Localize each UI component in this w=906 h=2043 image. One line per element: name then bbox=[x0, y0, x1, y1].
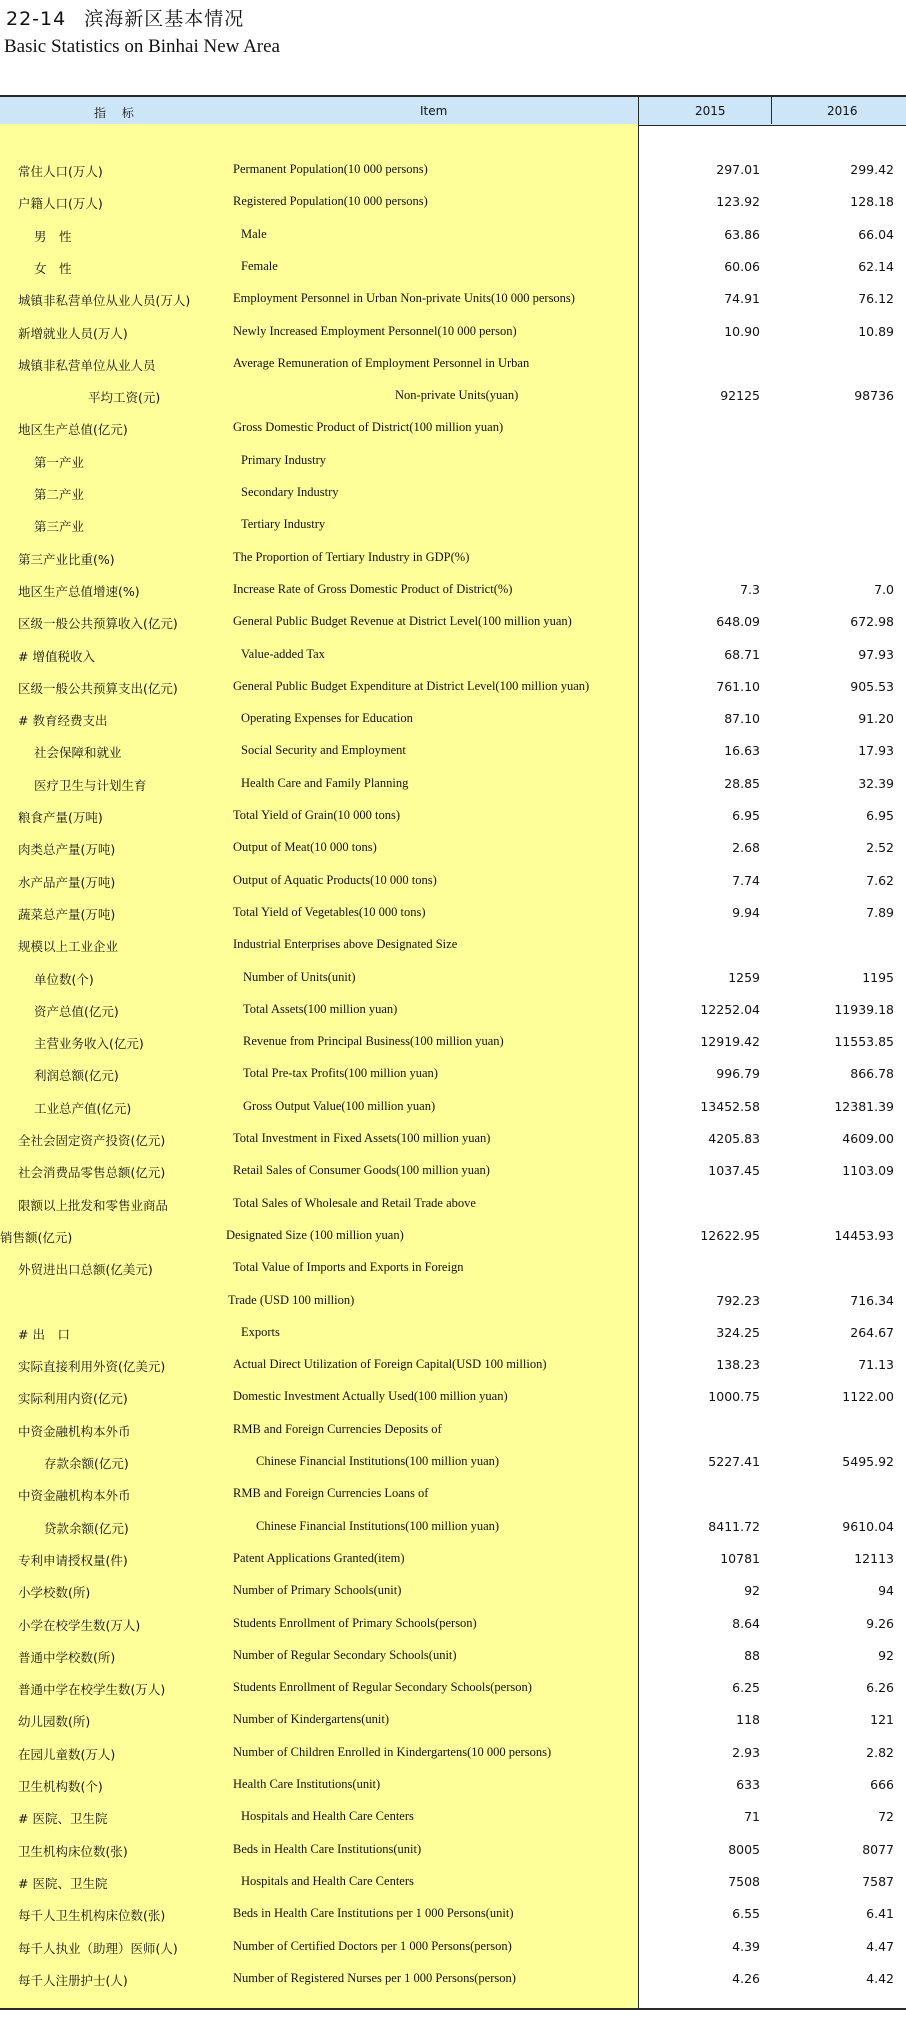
table-row bbox=[0, 1452, 906, 1472]
value-2016: 76.12 bbox=[858, 291, 894, 307]
indicator-en: RMB and Foreign Currencies Loans of bbox=[233, 1486, 429, 1501]
indicator-en: Beds in Health Care Institutions(unit) bbox=[233, 1841, 422, 1856]
indicator-en: Total Pre-tax Profits(100 million yuan) bbox=[243, 1066, 438, 1081]
table-row bbox=[0, 322, 906, 342]
value-2015: 7.74 bbox=[732, 872, 760, 888]
indicator-zh: 在园儿童数(万人) bbox=[18, 1746, 116, 1762]
table-row bbox=[0, 806, 906, 826]
value-2016: 121 bbox=[870, 1712, 894, 1728]
indicator-en: Non-private Units(yuan) bbox=[395, 388, 519, 403]
indicator-en: Total Yield of Grain(10 000 tons) bbox=[233, 808, 401, 822]
table-title-zh bbox=[6, 4, 244, 31]
indicator-zh: 中资金融机构本外币 bbox=[18, 1423, 131, 1439]
value-2015: 28.85 bbox=[724, 775, 760, 791]
table-row bbox=[0, 483, 906, 503]
indicator-zh: 贷款余额(亿元) bbox=[44, 1520, 129, 1536]
value-2016: 7.62 bbox=[866, 872, 894, 888]
indicator-zh: 地区生产总值(亿元) bbox=[18, 422, 128, 438]
indicator-en: Total Sales of Wholesale and Retail Trade above bbox=[233, 1195, 476, 1210]
indicator-en: Newly Increased Employment Personnel(10 000 person) bbox=[233, 323, 517, 338]
value-2015: 2.68 bbox=[732, 840, 760, 856]
table-row bbox=[0, 774, 906, 794]
indicator-zh: 单位数(个) bbox=[34, 971, 94, 987]
indicator-zh: 每千人注册护士(人) bbox=[18, 1972, 128, 1988]
indicator-en: Operating Expenses for Education bbox=[241, 711, 413, 726]
value-2016: 9.26 bbox=[866, 1615, 894, 1631]
value-2016: 71.13 bbox=[858, 1357, 894, 1373]
table-row bbox=[0, 192, 906, 212]
indicator-en: Beds in Health Care Institutions per 1 000 Persons(unit) bbox=[233, 1906, 514, 1921]
value-2015: 6.25 bbox=[732, 1680, 760, 1696]
value-2016: 716.34 bbox=[850, 1292, 894, 1308]
indicator-en: Retail Sales of Consumer Goods(100 million yuan) bbox=[233, 1163, 490, 1178]
value-2016: 92 bbox=[878, 1647, 894, 1663]
indicator-en: General Public Budget Expenditure at District Level(100 million yuan) bbox=[233, 678, 590, 693]
value-2015: 12919.42 bbox=[700, 1034, 760, 1050]
indicator-zh: 第三产业 bbox=[34, 519, 85, 535]
indicator-en: Number of Units(unit) bbox=[243, 969, 356, 984]
indicator-en: Students Enrollment of Regular Secondary Schools(person) bbox=[233, 1680, 532, 1695]
value-2015: 4.26 bbox=[732, 1970, 760, 1986]
table-row bbox=[0, 1517, 906, 1537]
table-row bbox=[0, 354, 906, 374]
value-2015: 1037.45 bbox=[708, 1163, 760, 1179]
table-row bbox=[0, 677, 906, 697]
indicator-zh: 男 性 bbox=[34, 228, 72, 244]
indicator-zh: 新增就业人员(万人) bbox=[18, 325, 128, 341]
indicator-en: Social Security and Employment bbox=[241, 743, 406, 758]
table-row bbox=[0, 1420, 906, 1440]
indicator-en: Health Care Institutions(unit) bbox=[233, 1777, 381, 1791]
indicator-zh: 规模以上工业企业 bbox=[18, 939, 119, 955]
value-2016: 7.0 bbox=[874, 581, 894, 597]
indicator-zh: 医疗卫生与计划生育 bbox=[34, 777, 147, 793]
indicator-zh: 中资金融机构本外币 bbox=[18, 1488, 131, 1504]
value-2016: 17.93 bbox=[858, 743, 894, 759]
table-row bbox=[0, 871, 906, 891]
table-row bbox=[0, 1549, 906, 1569]
value-2015: 123.92 bbox=[716, 194, 760, 210]
indicator-en: Designated Size (100 million yuan) bbox=[226, 1227, 404, 1242]
indicator-zh: 幼儿园数(所) bbox=[18, 1714, 91, 1730]
value-2016: 128.18 bbox=[850, 194, 894, 210]
indicator-en: Revenue from Principal Business(100 million yuan) bbox=[243, 1034, 504, 1049]
value-2015: 1000.75 bbox=[708, 1389, 760, 1405]
indicator-zh: 实际直接利用外资(亿美元) bbox=[18, 1359, 166, 1375]
indicator-zh: 普通中学校数(所) bbox=[18, 1649, 116, 1665]
value-2015: 4205.83 bbox=[708, 1131, 760, 1146]
indicator-en: Number of Kindergartens(unit) bbox=[233, 1712, 389, 1727]
value-2016: 5495.92 bbox=[842, 1454, 894, 1469]
value-2016: 866.78 bbox=[850, 1066, 894, 1082]
value-2016: 4.42 bbox=[866, 1970, 894, 1986]
header-year-2015: 2015 bbox=[695, 104, 726, 118]
indicator-zh: 第三产业比重(%) bbox=[18, 551, 115, 567]
value-2015: 8.64 bbox=[732, 1615, 760, 1631]
table-row bbox=[0, 709, 906, 729]
value-2016: 97.93 bbox=[858, 646, 894, 662]
value-2016: 32.39 bbox=[858, 775, 894, 791]
indicator-en: Number of Registered Nurses per 1 000 Persons(person) bbox=[233, 1970, 516, 1985]
indicator-zh: 城镇非私营单位从业人员(万人) bbox=[18, 293, 191, 309]
indicator-en: General Public Budget Revenue at District Level(100 million yuan) bbox=[233, 614, 572, 629]
value-2015: 13452.58 bbox=[700, 1098, 760, 1114]
value-2015: 63.86 bbox=[724, 226, 760, 242]
value-2016: 10.89 bbox=[858, 323, 894, 339]
value-2016: 1122.00 bbox=[842, 1389, 894, 1405]
value-2015: 74.91 bbox=[724, 291, 760, 307]
table-title-en: Basic Statistics on Binhai New Area bbox=[4, 36, 280, 57]
indicator-zh: 粮食产量(万吨) bbox=[18, 810, 103, 825]
indicator-zh: 资产总值(亿元) bbox=[34, 1003, 119, 1019]
indicator-zh: # 医院、卫生院 bbox=[18, 1811, 108, 1827]
table-row bbox=[0, 1355, 906, 1375]
indicator-zh: 社会保障和就业 bbox=[34, 745, 122, 761]
value-2016: 4609.00 bbox=[842, 1131, 894, 1146]
indicator-en: Number of Primary Schools(unit) bbox=[233, 1583, 402, 1598]
indicator-zh: 常住人口(万人) bbox=[18, 164, 103, 179]
value-2016: 7.89 bbox=[866, 904, 894, 920]
value-2015: 761.10 bbox=[716, 678, 760, 694]
table-row bbox=[0, 1097, 906, 1117]
indicator-zh: # 教育经费支出 bbox=[18, 713, 108, 729]
table-row bbox=[0, 1710, 906, 1730]
value-2016: 11553.85 bbox=[834, 1034, 894, 1050]
table-row bbox=[0, 1000, 906, 1020]
indicator-en: Gross Domestic Product of District(100 million yuan) bbox=[233, 420, 504, 435]
value-2016: 2.82 bbox=[866, 1744, 894, 1760]
value-2016: 299.42 bbox=[850, 162, 894, 177]
value-2015: 792.23 bbox=[716, 1292, 760, 1308]
indicator-zh: 平均工资(元) bbox=[88, 390, 161, 406]
value-2015: 138.23 bbox=[716, 1357, 760, 1373]
value-2015: 12252.04 bbox=[700, 1001, 760, 1017]
value-2015: 8005 bbox=[728, 1841, 760, 1857]
indicator-en: Patent Applications Granted(item) bbox=[233, 1550, 405, 1565]
indicator-en: Hospitals and Health Care Centers bbox=[241, 1873, 414, 1888]
indicator-zh: 小学在校学生数(万人) bbox=[18, 1617, 141, 1633]
value-2016: 6.26 bbox=[866, 1680, 894, 1696]
indicator-en: Number of Regular Secondary Schools(unit) bbox=[233, 1647, 457, 1662]
value-2016: 4.47 bbox=[866, 1938, 894, 1954]
indicator-zh: 专利申请授权量(件) bbox=[18, 1552, 128, 1568]
indicator-zh: 工业总产值(亿元) bbox=[34, 1100, 132, 1116]
table-row bbox=[0, 548, 906, 568]
value-2015: 324.25 bbox=[716, 1324, 760, 1340]
header-divider bbox=[638, 95, 639, 124]
table-row bbox=[0, 225, 906, 245]
indicator-zh: 每千人执业（助理）医师(人) bbox=[18, 1940, 178, 1956]
table-row bbox=[0, 1064, 906, 1084]
indicator-en: Registered Population(10 000 persons) bbox=[233, 194, 428, 209]
value-2016: 11939.18 bbox=[834, 1001, 894, 1017]
table-row bbox=[0, 1775, 906, 1795]
indicator-zh: 小学校数(所) bbox=[18, 1585, 91, 1601]
table-row bbox=[0, 289, 906, 309]
table-title-zh-text: 滨海新区基本情况 bbox=[84, 8, 245, 30]
table-row bbox=[0, 968, 906, 988]
indicator-zh: 区级一般公共预算收入(亿元) bbox=[18, 616, 178, 632]
table-row bbox=[0, 1291, 906, 1311]
value-2016: 12113 bbox=[854, 1550, 894, 1566]
value-2015: 87.10 bbox=[724, 711, 760, 727]
table-row bbox=[0, 1194, 906, 1214]
value-2015: 16.63 bbox=[724, 743, 760, 759]
table-row bbox=[0, 580, 906, 600]
value-2015: 2.93 bbox=[732, 1744, 760, 1760]
header-item: Item bbox=[420, 104, 448, 118]
header-year-2016: 2016 bbox=[827, 104, 858, 118]
value-2016: 666 bbox=[870, 1777, 894, 1792]
value-2016: 2.52 bbox=[866, 840, 894, 856]
value-2016: 264.67 bbox=[850, 1324, 894, 1340]
indicator-en: Hospitals and Health Care Centers bbox=[241, 1809, 414, 1824]
table-row bbox=[0, 160, 906, 180]
value-2016: 62.14 bbox=[858, 258, 894, 274]
table-row bbox=[0, 1743, 906, 1763]
table-row bbox=[0, 1840, 906, 1860]
header-divider bbox=[771, 95, 772, 124]
indicator-zh: 城镇非私营单位从业人员 bbox=[18, 357, 156, 373]
table-row bbox=[0, 1161, 906, 1181]
indicator-zh: 卫生机构数(个) bbox=[18, 1779, 103, 1794]
indicator-en: Primary Industry bbox=[241, 452, 327, 467]
table-row bbox=[0, 645, 906, 665]
indicator-zh: 全社会固定资产投资(亿元) bbox=[18, 1133, 166, 1148]
indicator-en: RMB and Foreign Currencies Deposits of bbox=[233, 1421, 442, 1436]
indicator-zh: 地区生产总值增速(%) bbox=[18, 583, 140, 599]
indicator-en: Female bbox=[241, 258, 278, 273]
value-2015: 88 bbox=[744, 1647, 760, 1663]
value-2016: 1103.09 bbox=[842, 1163, 894, 1179]
indicator-en: Total Assets(100 million yuan) bbox=[243, 1001, 398, 1016]
value-2015: 92125 bbox=[720, 388, 760, 404]
table-row bbox=[0, 1969, 906, 1989]
indicator-en: Chinese Financial Institutions(100 million yuan) bbox=[256, 1518, 500, 1533]
table-row bbox=[0, 515, 906, 535]
table-row bbox=[0, 1323, 906, 1343]
table-row bbox=[0, 1937, 906, 1957]
value-2015: 9.94 bbox=[732, 904, 760, 920]
value-2016: 14453.93 bbox=[834, 1227, 894, 1243]
indicator-zh: 销售额(亿元) bbox=[0, 1229, 73, 1245]
indicator-zh: 蔬菜总产量(万吨) bbox=[18, 906, 116, 922]
value-2016: 6.41 bbox=[866, 1906, 894, 1922]
header-indicator-zh: 指 标 bbox=[94, 106, 140, 120]
value-2015: 7508 bbox=[728, 1873, 760, 1889]
value-2016: 672.98 bbox=[850, 614, 894, 630]
table-bottom-rule bbox=[0, 2008, 906, 2010]
value-2016: 72 bbox=[878, 1809, 894, 1825]
value-2016: 12381.39 bbox=[834, 1098, 894, 1114]
table-row bbox=[0, 1904, 906, 1924]
value-2015: 297.01 bbox=[716, 162, 760, 177]
indicator-en: Total Yield of Vegetables(10 000 tons) bbox=[233, 904, 426, 919]
value-2016: 98736 bbox=[854, 388, 894, 404]
indicator-en: Trade (USD 100 million) bbox=[228, 1292, 355, 1307]
indicator-zh: # 医院、卫生院 bbox=[18, 1875, 108, 1891]
table-row bbox=[0, 1872, 906, 1892]
indicator-en: Industrial Enterprises above Designated Size bbox=[233, 937, 458, 952]
table-row bbox=[0, 1129, 906, 1149]
value-2015: 7.3 bbox=[740, 581, 760, 597]
indicator-zh: # 出 口 bbox=[18, 1326, 70, 1342]
indicator-en: Employment Personnel in Urban Non-private Units(10 000 persons) bbox=[233, 291, 575, 306]
indicator-zh: 第一产业 bbox=[34, 454, 85, 470]
value-2015: 12622.95 bbox=[700, 1227, 760, 1243]
value-2015: 68.71 bbox=[724, 646, 760, 662]
value-2015: 10.90 bbox=[724, 323, 760, 339]
table-row bbox=[0, 838, 906, 858]
indicator-zh: 外贸进出口总额(亿美元) bbox=[18, 1262, 153, 1278]
indicator-en: Output of Aquatic Products(10 000 tons) bbox=[233, 872, 437, 887]
indicator-en: Male bbox=[241, 226, 267, 241]
indicator-zh: 利润总额(亿元) bbox=[34, 1068, 119, 1084]
indicator-en: Number of Children Enrolled in Kindergartens(10 000 persons) bbox=[233, 1744, 552, 1759]
indicator-en: Tertiary Industry bbox=[241, 517, 326, 532]
table-row bbox=[0, 257, 906, 277]
indicator-en: The Proportion of Tertiary Industry in GDP(%) bbox=[233, 549, 470, 564]
value-2016: 66.04 bbox=[858, 226, 894, 242]
indicator-zh: # 增值税收入 bbox=[18, 648, 95, 664]
indicator-zh: 每千人卫生机构床位数(张) bbox=[18, 1908, 166, 1924]
table-row bbox=[0, 1387, 906, 1407]
value-2015: 60.06 bbox=[724, 258, 760, 274]
indicator-en: Exports bbox=[241, 1324, 280, 1339]
value-2015: 1259 bbox=[728, 969, 760, 985]
indicator-en: Secondary Industry bbox=[241, 485, 339, 499]
value-2016: 6.95 bbox=[866, 808, 894, 823]
value-2016: 1195 bbox=[862, 969, 894, 985]
table-row bbox=[0, 1614, 906, 1634]
indicator-en: Health Care and Family Planning bbox=[241, 775, 409, 790]
table-row bbox=[0, 935, 906, 955]
table-row bbox=[0, 1032, 906, 1052]
indicator-zh: 社会消费品零售总额(亿元) bbox=[18, 1165, 166, 1181]
indicator-zh: 主营业务收入(亿元) bbox=[34, 1036, 144, 1052]
value-2015: 6.95 bbox=[732, 808, 760, 823]
indicator-en: Number of Certified Doctors per 1 000 Persons(person) bbox=[233, 1938, 512, 1953]
table-row bbox=[0, 903, 906, 923]
indicator-zh: 限额以上批发和零售业商品 bbox=[18, 1197, 169, 1213]
table-row bbox=[0, 1646, 906, 1666]
value-2015: 5227.41 bbox=[708, 1454, 760, 1469]
value-2015: 996.79 bbox=[716, 1066, 760, 1082]
table-row bbox=[0, 418, 906, 438]
indicator-en: Increase Rate of Gross Domestic Product of District(%) bbox=[233, 581, 513, 596]
indicator-zh: 区级一般公共预算支出(亿元) bbox=[18, 680, 178, 696]
indicator-zh: 肉类总产量(万吨) bbox=[18, 842, 116, 858]
value-2016: 94 bbox=[878, 1583, 894, 1599]
indicator-zh: 第二产业 bbox=[34, 487, 85, 502]
indicator-en: Students Enrollment of Primary Schools(person) bbox=[233, 1615, 477, 1630]
value-2015: 4.39 bbox=[732, 1938, 760, 1954]
value-2015: 6.55 bbox=[732, 1906, 760, 1922]
indicator-en: Domestic Investment Actually Used(100 million yuan) bbox=[233, 1389, 508, 1404]
value-2015: 648.09 bbox=[716, 614, 760, 630]
table-row bbox=[0, 1226, 906, 1246]
value-2015: 633 bbox=[736, 1777, 760, 1792]
value-2016: 8077 bbox=[862, 1841, 894, 1857]
indicator-en: Value-added Tax bbox=[241, 646, 325, 661]
table-row bbox=[0, 1258, 906, 1278]
table-row bbox=[0, 386, 906, 406]
indicator-zh: 普通中学在校学生数(万人) bbox=[18, 1682, 166, 1698]
table-row bbox=[0, 1678, 906, 1698]
indicator-zh: 存款余额(亿元) bbox=[44, 1456, 129, 1471]
table-row bbox=[0, 741, 906, 761]
indicator-zh: 卫生机构床位数(张) bbox=[18, 1843, 128, 1859]
indicator-en: Chinese Financial Institutions(100 million yuan) bbox=[256, 1454, 500, 1468]
indicator-zh: 女 性 bbox=[34, 260, 72, 276]
table-row bbox=[0, 1807, 906, 1827]
indicator-en: Average Remuneration of Employment Personnel in Urban bbox=[233, 355, 530, 370]
indicator-en: Output of Meat(10 000 tons) bbox=[233, 840, 377, 855]
indicator-zh: 实际利用内资(亿元) bbox=[18, 1391, 128, 1407]
value-2015: 118 bbox=[736, 1712, 760, 1728]
indicator-zh: 户籍人口(万人) bbox=[18, 196, 103, 212]
indicator-en: Total Value of Imports and Exports in Foreign bbox=[233, 1260, 464, 1275]
value-2016: 9610.04 bbox=[842, 1518, 894, 1534]
value-2015: 71 bbox=[744, 1809, 760, 1825]
value-2015: 92 bbox=[744, 1583, 760, 1599]
value-2016: 7587 bbox=[862, 1873, 894, 1889]
indicator-en: Gross Output Value(100 million yuan) bbox=[243, 1098, 436, 1113]
value-2015: 10781 bbox=[720, 1550, 760, 1566]
table-row bbox=[0, 1484, 906, 1504]
table-row bbox=[0, 612, 906, 632]
value-2016: 91.20 bbox=[858, 711, 894, 727]
table-row bbox=[0, 451, 906, 471]
value-2015: 8411.72 bbox=[708, 1518, 760, 1534]
indicator-en: Permanent Population(10 000 persons) bbox=[233, 162, 428, 176]
table-number: 22-14 bbox=[6, 8, 67, 30]
value-2016: 905.53 bbox=[850, 678, 894, 694]
indicator-zh: 水产品产量(万吨) bbox=[18, 874, 116, 890]
indicator-en: Total Investment in Fixed Assets(100 million yuan) bbox=[233, 1131, 491, 1145]
table-row bbox=[0, 1581, 906, 1601]
indicator-en: Actual Direct Utilization of Foreign Capital(USD 100 million) bbox=[233, 1357, 547, 1372]
